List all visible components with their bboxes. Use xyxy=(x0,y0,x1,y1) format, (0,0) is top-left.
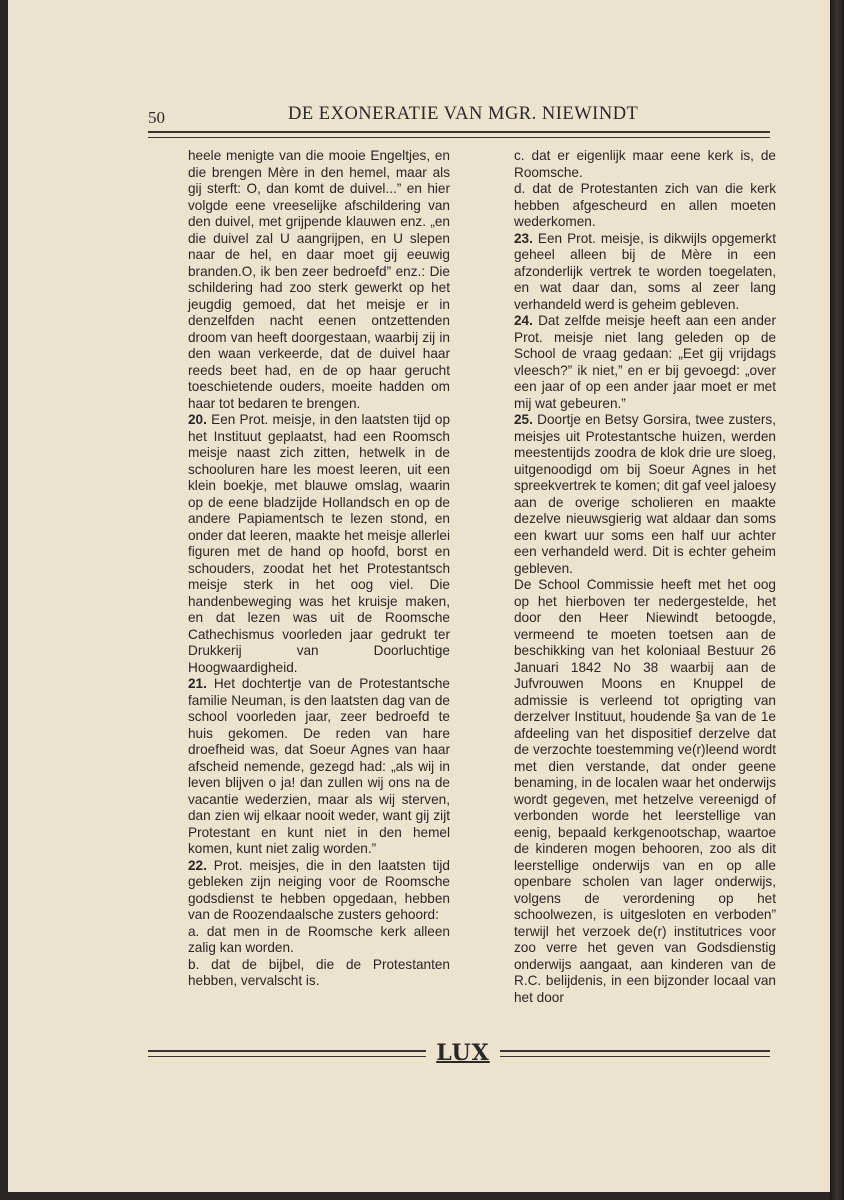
footer-rule-left xyxy=(148,1050,426,1057)
paragraph-text: Een Prot. meisje, is dikwijls opgemerkt geheel alleen bij de Mère in een afzonderlijk vertrek te worden toegelaten, en wat daar dan, soms al zeer lang verhandeld werd is geheim gebleven. xyxy=(514,230,776,312)
paragraph xyxy=(514,148,776,181)
paragraph xyxy=(188,148,450,412)
paragraph xyxy=(514,181,776,231)
page-header xyxy=(148,104,770,130)
paragraph-text: a. dat men in de Roomsche kerk alleen zalig kan worden. xyxy=(188,923,450,955)
footer-rule-right xyxy=(500,1050,770,1057)
paragraph-number: 22. xyxy=(188,857,207,873)
paragraph-text: Het dochtertje van de Protestantsche familie Neuman, is den laatsten dag van de school voorleden jaar, zeer bedroefd te huis gekomen. De reden van hare droefheid was, dat Soeur Agnes van haar afscheid nemende, gezegd had: „als wij in leven blijven o ja! dan zullen wij ons na de vacantie wederzien, maar als wij sterven, dan zien wij elkaar nooit weder, want gij zijt Protestant en kunt niet in den hemel komen, kunt niet zalig worden.” xyxy=(188,676,450,856)
paragraph-text: d. dat de Protestanten zich van die kerk hebben afgescheurd en allen moeten wederkomen. xyxy=(514,181,776,229)
paragraph-text: Doortje en Betsy Gorsira, twee zusters, meisjes uit Protestantsche huizen, werden meestentijds zoodra de klok drie ure sloeg, uitgenoodigd om bij Soeur Agnes in het spreekvertrek te komen; dit gaf veel jaloesy aan de overige scholieren en maakte dezelve nieuwsgierig wat aldaar dan soms een kwart uur soms een half uur achter een verhandeld werd. Dit is echter geheim gebleven. xyxy=(514,412,776,576)
book-spine xyxy=(830,0,844,1200)
paragraph xyxy=(188,957,450,990)
lux-logo: LUX xyxy=(436,1040,490,1066)
paragraph-number: 25. xyxy=(514,412,533,427)
paragraph xyxy=(514,231,776,314)
paragraph-number: 23. xyxy=(514,230,533,246)
paragraph xyxy=(514,313,776,412)
paragraph-text: De School Commissie heeft met het oog op het hierboven ter nedergestelde, het door den Heer Niewindt betoogde, vermeend te moeten toetsen aan de beschikking van het koloniaal Bestuur 26 Januari 1842 No 38 waarbij aan de Jufvrouwen Moons en Knuppel de admissie is verleend tot oprigting van derzelver Instituut, houdende §a van de 1e afdeeling van het dispositief derzelve dat de verzochte toestemming ve(r)leend wordt met dien verstande, dat onder geene benaming, in de localen waar het onderwijs wordt gegeven, met hetzelve vereenigd of verbonden worde het leerstellige van eenig, bepaald kerkgenootschap, waartoe de kinderen mogen behooren, zoo als dit leerstellige onderwijs van en op alle openbare scholen van lager onderwijs, volgens de verordening op het schoolwezen, is uitgesloten en verboden” terwijl het verzoek de(r) institutrices voor zoo verre het geven van Godsdienstig onderwijs aangaat, aan kinderen van de R.C. belijdenis, in een bijzonder locaal van het door xyxy=(514,577,776,1005)
paragraph xyxy=(514,412,776,577)
paragraph xyxy=(188,924,450,957)
paragraph-number: 21. xyxy=(188,676,207,691)
paragraph-text: Een Prot. meisje, in den laatsten tijd op het Instituut geplaatst, had een Roomsch meisje naast zich zitten, hetwelk in de schooluren hare les moest leeren, uit een klein boekje, met blauwe omslag, waarin op de eene bladzijde Hollandsch en op de andere Papiamentsch te lezen stond, en onder dat leeren, maakte het meisje allerlei figuren met de hand op hoofd, borst en schouders, zoodat het het Protestantsch meisje sterk in het oog viel. Die handenbeweging was het kruisje maken, en dat lezen was uit de Roomsche Cathechismus voorleden jaar gedrukt ter Drukkerij van Doorluchtige Hoogwaardigheid. xyxy=(188,412,451,675)
paragraph-number: 20. xyxy=(188,412,207,427)
page-footer xyxy=(148,1042,770,1066)
left-column xyxy=(188,148,450,990)
paragraph xyxy=(188,676,450,858)
paragraph-text: Dat zelfde meisje heeft aan een ander Prot. meisje niet lang geleden op de School de vraag gedaan: „Eet gij vrijdags vleesch?” ik niet,” en er bij gevoegd: „over een jaar of op een ander jaar moet er met mij wat gebeuren.” xyxy=(514,313,777,411)
paragraph xyxy=(188,412,450,676)
right-column xyxy=(514,148,776,1006)
paragraph xyxy=(188,858,450,924)
paragraph-text: c. dat er eigenlijk maar eene kerk is, de Roomsche. xyxy=(514,148,776,180)
running-title: DE EXONERATIE VAN MGR. NIEWINDT xyxy=(288,104,639,124)
paragraph-number: 24. xyxy=(514,313,533,328)
paragraph-text: heele menigte van die mooie Engeltjes, en die brengen Mère in den hemel, maar als gij sterft: O, dan komt de duivel...” en hier volgde eene vreeselijke afschildering van den duivel, met grijpende klauwen enz. „en die duivel zal U aangrijpen, en U slepen naar de hel, en daar moet gij eeuwig branden.O, ik ben zeer bedroefd” enz.: Die schildering had zoo sterk gewerkt op het jeugdig gemoed, dat het meisje er in denzelfden nacht eenen ontzettenden droom van heeft doorgestaan, waarbij zij in den waan verkeerde, dat de duivel haar reeds beet had, en de op haar gerucht toeschietende ouders, moeite hadden om haar tot bedaren te brengen. xyxy=(188,148,450,411)
paragraph-text: Prot. meisjes, die in den laatsten tijd gebleken zijn neiging voor de Roomsche godsdienst te hebben opgedaan, hebben van de Roozendaalsche zusters gehoord: xyxy=(188,857,450,922)
paragraph xyxy=(514,577,776,1006)
header-rule xyxy=(148,131,770,138)
page-number: 50 xyxy=(148,108,165,127)
paragraph-text: b. dat de bijbel, die de Protestanten hebben, vervalscht is. xyxy=(188,956,450,988)
